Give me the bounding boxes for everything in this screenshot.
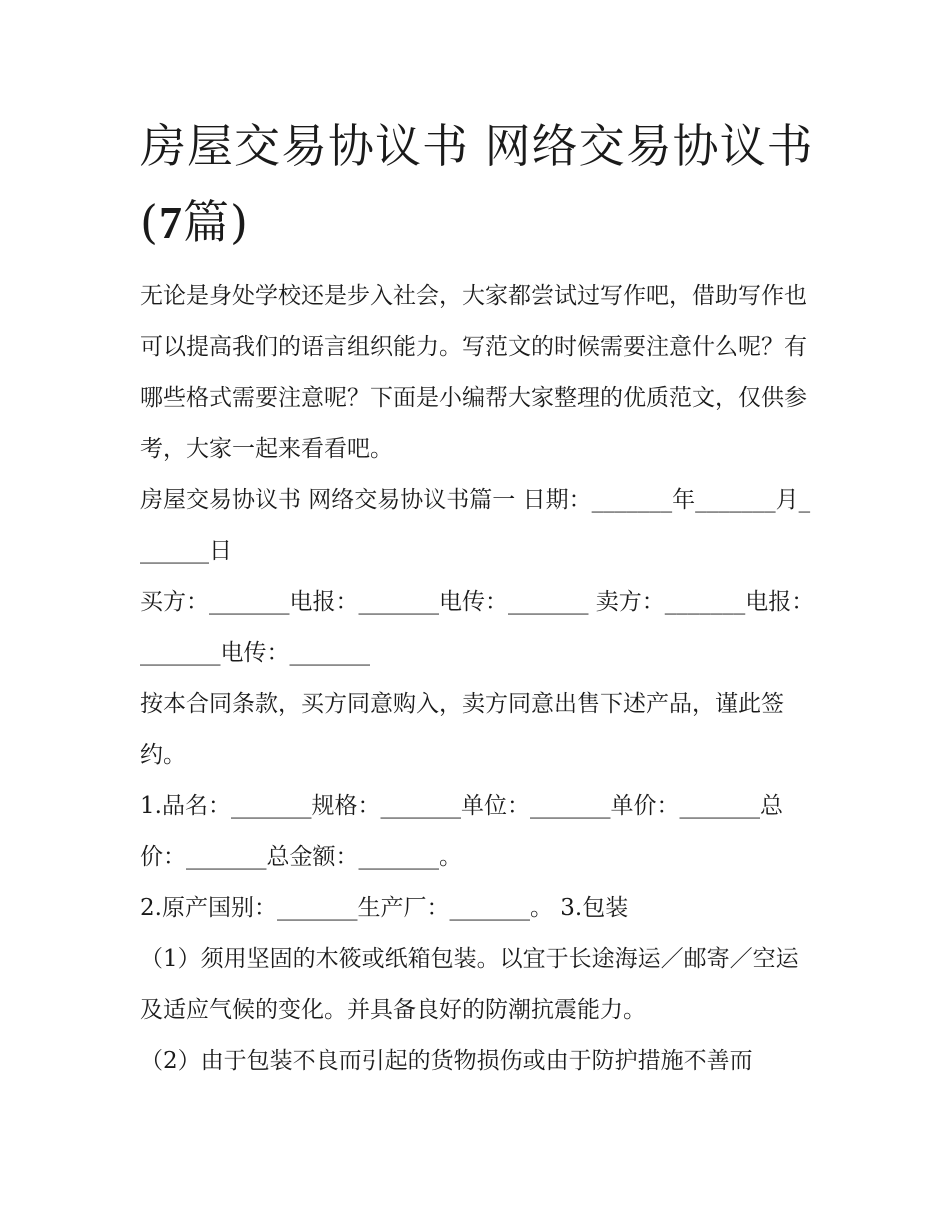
document-body	[140, 271, 815, 1087]
title-text-part1: 房屋交易协议书 网络交易协议书(	[140, 119, 814, 249]
title-number: 7	[158, 197, 183, 248]
document-page	[140, 108, 815, 1087]
title-text-part2: 篇)	[182, 195, 249, 249]
paragraph-date: 房屋交易协议书 网络交易协议书篇一 日期：_______年_______月_______日	[140, 487, 811, 564]
document-title	[140, 108, 815, 261]
paragraph-packaging-2: （2）由于包装不良而引起的货物损伤或由于防护措施不善而	[140, 1048, 753, 1074]
paragraph-item-1: 1.品名：_______规格：_______单位：_______单价：_______总价：_______总金额：_______。	[140, 793, 783, 870]
paragraph-parties: 买方：_______电报：_______电传：_______ 卖方：_______电报：_______电传：_______	[140, 589, 815, 666]
paragraph-intro: 无论是身处学校还是步入社会，大家都尝试过写作吧，借助写作也可以提高我们的语言组织能力。写范文的时候需要注意什么呢？有哪些格式需要注意呢？下面是小编帮大家整理的优质范文，仅供参考，大家一起来看看吧。	[140, 283, 807, 462]
paragraph-item-2: 2.原产国别：_______生产厂：_______。 3.包装	[140, 895, 629, 921]
paragraph-packaging-1: （1）须用坚固的木筱或纸箱包装。以宜于长途海运／邮寄／空运及适应气候的变化。并具备良好的防潮抗震能力。	[140, 946, 799, 1023]
paragraph-agreement: 按本合同条款，买方同意购入，卖方同意出售下述产品，谨此签约。	[140, 691, 784, 768]
